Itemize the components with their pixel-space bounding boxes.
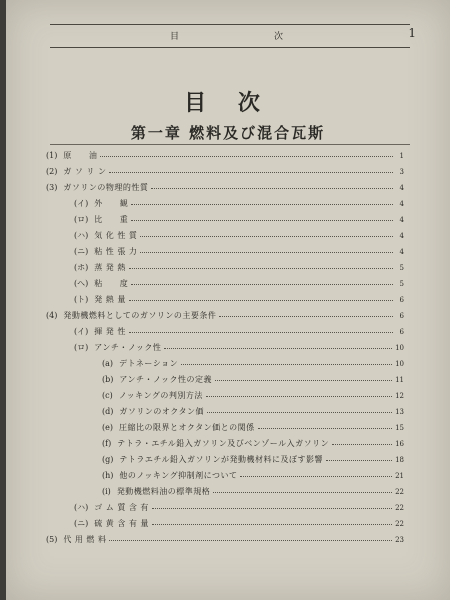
entry-page: 13 xyxy=(395,408,404,416)
entry-text: 硫 黄 含 有 量 xyxy=(94,519,149,528)
entry-text: 外 観 xyxy=(94,199,129,208)
entry-text: 粘 度 xyxy=(94,279,129,288)
toc-title: 目 次 xyxy=(184,90,272,116)
entry-page: 6 xyxy=(399,328,404,336)
toc-entry xyxy=(46,182,404,194)
entry-page: 4 xyxy=(399,248,404,256)
entry-page: 6 xyxy=(399,312,404,320)
entry-text: 他のノッキング抑制剤について xyxy=(119,471,238,480)
leader-dots xyxy=(258,427,392,429)
entry-label: (3) xyxy=(46,183,58,192)
leader-dots xyxy=(240,475,392,477)
entry-page: 10 xyxy=(395,344,404,352)
entry-label: (g) xyxy=(102,455,114,464)
toc-entry xyxy=(102,438,404,450)
leader-dots xyxy=(131,219,393,221)
page-number: 1 xyxy=(408,26,416,40)
entry-page: 5 xyxy=(399,280,404,288)
toc-entry xyxy=(74,326,404,338)
entry-page: 22 xyxy=(395,504,404,512)
chapter-heading: 第一章 燃料及び混合瓦斯 xyxy=(130,124,326,142)
leader-dots xyxy=(152,523,392,525)
entry-page: 16 xyxy=(395,440,404,448)
entry-label: (i) xyxy=(102,487,111,496)
leader-dots xyxy=(332,443,392,445)
entry-label: (1) xyxy=(46,151,58,160)
entry-text: 揮 発 性 xyxy=(94,327,126,336)
entry-text: ゴ ム 質 含 有 xyxy=(94,503,149,512)
entry-label: (h) xyxy=(102,471,114,480)
leader-dots xyxy=(131,283,393,285)
toc-entry xyxy=(74,262,404,274)
entry-text: 蒸 発 熱 xyxy=(94,263,126,272)
entry-text: テトラエチル鉛入ガソリンが発動機材料に及ぼす影響 xyxy=(119,455,323,464)
entry-label: (f) xyxy=(102,439,112,448)
toc-entry xyxy=(46,534,404,546)
entry-page: 4 xyxy=(399,232,404,240)
toc-entry xyxy=(74,230,404,242)
entry-page: 21 xyxy=(395,472,404,480)
leader-dots xyxy=(109,171,393,173)
entry-page: 4 xyxy=(399,200,404,208)
entry-text: 発 熱 量 xyxy=(94,295,126,304)
entry-label: (ヘ) xyxy=(74,279,89,288)
leader-dots xyxy=(131,203,393,205)
entry-text: 代 用 燃 料 xyxy=(63,535,107,544)
entry-text: アンチ・ノック性 xyxy=(94,343,162,352)
entry-label: (ロ) xyxy=(74,215,89,224)
toc-entry xyxy=(74,246,404,258)
leader-dots xyxy=(164,347,392,349)
entry-page: 1 xyxy=(399,152,404,160)
entry-text: ガソリンのオクタン価 xyxy=(119,407,205,416)
toc-entry xyxy=(74,214,404,226)
toc-list xyxy=(6,0,450,600)
leader-dots xyxy=(207,411,392,413)
toc-entry xyxy=(102,390,404,402)
book-page xyxy=(6,0,450,600)
entry-label: (ハ) xyxy=(74,503,89,512)
entry-text: 発動機燃料としてのガソリンの主要条件 xyxy=(63,311,217,320)
leader-dots xyxy=(152,507,392,509)
leader-dots xyxy=(100,155,393,157)
entry-label: (2) xyxy=(46,167,58,176)
entry-page: 22 xyxy=(395,520,404,528)
entry-label: (ト) xyxy=(74,295,89,304)
entry-text: アンチ・ノック性の定義 xyxy=(119,375,212,384)
entry-page: 10 xyxy=(395,360,404,368)
toc-entry xyxy=(102,358,404,370)
toc-entry xyxy=(102,470,404,482)
entry-page: 4 xyxy=(399,184,404,192)
entry-label: (c) xyxy=(102,391,113,400)
entry-text: 原 油 xyxy=(63,151,98,160)
toc-entry xyxy=(74,278,404,290)
toc-entry xyxy=(74,294,404,306)
leader-dots xyxy=(129,299,393,301)
entry-text: ガ ソ リ ン xyxy=(63,167,107,176)
toc-entry xyxy=(74,518,404,530)
entry-label: (5) xyxy=(46,535,58,544)
leader-dots xyxy=(140,251,393,253)
entry-label: (ホ) xyxy=(74,263,89,272)
entry-text: 比 重 xyxy=(94,215,129,224)
entry-label: (ニ) xyxy=(74,519,89,528)
entry-label: (b) xyxy=(102,375,114,384)
entry-page: 3 xyxy=(399,168,404,176)
entry-label: (d) xyxy=(102,407,114,416)
entry-page: 23 xyxy=(395,536,404,544)
entry-text: 発動機燃料油の標準規格 xyxy=(116,487,211,496)
toc-entry xyxy=(102,374,404,386)
entry-page: 4 xyxy=(399,216,404,224)
entry-label: (ロ) xyxy=(74,343,89,352)
toc-entry xyxy=(46,150,404,162)
leader-dots xyxy=(215,379,392,381)
entry-label: (イ) xyxy=(74,199,89,208)
entry-label: (ニ) xyxy=(74,247,89,256)
toc-entry xyxy=(102,406,404,418)
entry-label: (イ) xyxy=(74,327,89,336)
leader-dots xyxy=(206,395,392,397)
entry-page: 5 xyxy=(399,264,404,272)
entry-page: 11 xyxy=(395,376,404,384)
entry-text: 圧縮比の限界とオクタン価との関係 xyxy=(118,423,255,432)
entry-page: 15 xyxy=(395,424,404,432)
entry-page: 18 xyxy=(395,456,404,464)
entry-text: ノッキングの判別方法 xyxy=(118,391,203,400)
leader-dots xyxy=(151,187,393,189)
leader-dots xyxy=(109,539,392,541)
leader-dots xyxy=(213,491,392,493)
leader-dots xyxy=(219,315,393,317)
entry-page: 22 xyxy=(395,488,404,496)
entry-text: 気 化 性 質 xyxy=(94,231,138,240)
entry-text: デトネーション xyxy=(119,359,179,368)
entry-label: (a) xyxy=(102,359,114,368)
toc-entry xyxy=(74,198,404,210)
leader-dots xyxy=(129,267,393,269)
leader-dots xyxy=(181,363,392,365)
entry-text: テトラ・エチル鉛入ガソリン及びベンゾール入ガソリン xyxy=(117,439,330,448)
leader-dots xyxy=(129,331,393,333)
entry-label: (ハ) xyxy=(74,231,89,240)
entry-page: 6 xyxy=(399,296,404,304)
entry-text: ガソリンの物理的性質 xyxy=(63,183,149,192)
toc-entry xyxy=(46,310,404,322)
leader-dots xyxy=(140,235,393,237)
entry-label: (4) xyxy=(46,311,58,320)
toc-entry xyxy=(102,422,404,434)
toc-entry xyxy=(102,454,404,466)
running-header-left: 目 xyxy=(170,32,180,42)
toc-entry xyxy=(74,502,404,514)
entry-page: 12 xyxy=(395,392,404,400)
running-header-right: 次 xyxy=(274,32,284,42)
toc-entry xyxy=(102,486,404,498)
leader-dots xyxy=(326,459,392,461)
toc-entry xyxy=(46,166,404,178)
toc-entry xyxy=(74,342,404,354)
entry-text: 粘 性 張 力 xyxy=(94,247,138,256)
entry-label: (e) xyxy=(102,423,113,432)
